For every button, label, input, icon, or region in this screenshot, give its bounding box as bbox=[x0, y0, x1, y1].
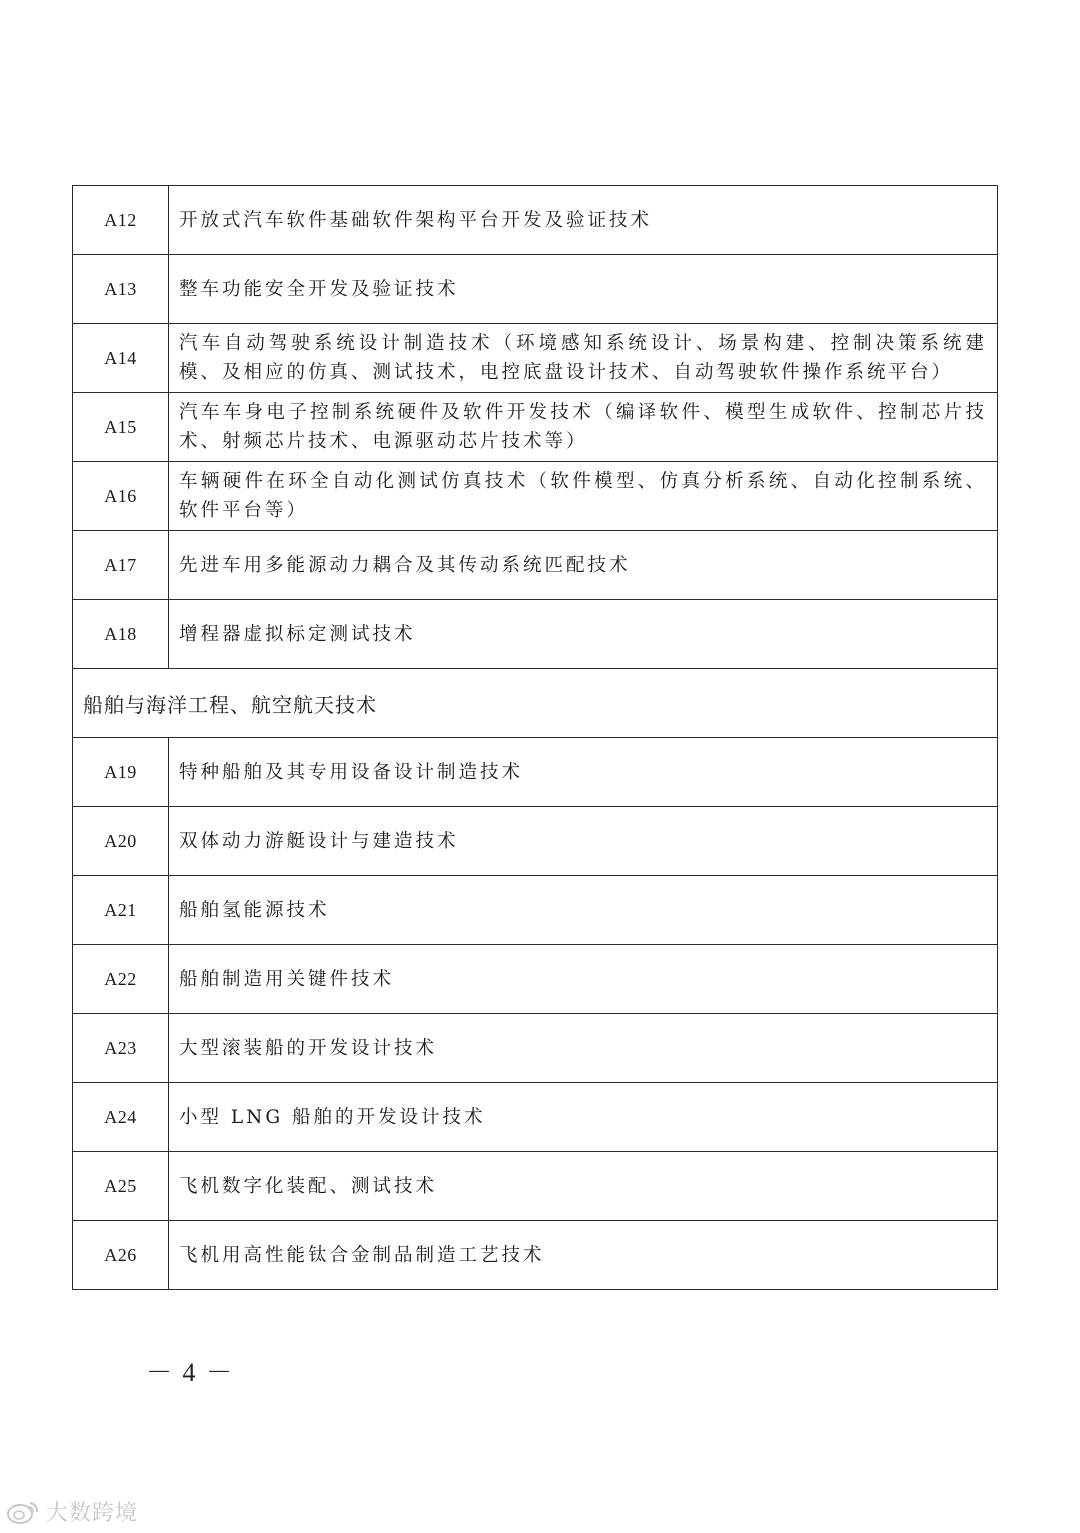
item-code: A21 bbox=[73, 876, 169, 945]
table-row bbox=[73, 462, 998, 531]
item-code: A14 bbox=[73, 324, 169, 393]
watermark bbox=[6, 1496, 138, 1527]
table-row bbox=[73, 1014, 998, 1083]
table-row bbox=[73, 807, 998, 876]
item-description: 小型 LNG 船舶的开发设计技术 bbox=[169, 1083, 998, 1152]
table-row bbox=[73, 255, 998, 324]
item-description: 飞机用高性能钛合金制品制造工艺技术 bbox=[169, 1221, 998, 1290]
table-row bbox=[73, 945, 998, 1014]
item-description: 整车功能安全开发及验证技术 bbox=[169, 255, 998, 324]
page-number: － 4 － bbox=[145, 1358, 234, 1387]
table-row bbox=[73, 1152, 998, 1221]
table-row bbox=[73, 393, 998, 462]
item-description: 大型滚装船的开发设计技术 bbox=[169, 1014, 998, 1083]
item-description: 开放式汽车软件基础软件架构平台开发及验证技术 bbox=[169, 186, 998, 255]
item-code: A17 bbox=[73, 531, 169, 600]
item-code: A24 bbox=[73, 1083, 169, 1152]
section-header-row bbox=[73, 669, 998, 738]
section-title: 船舶与海洋工程、航空航天技术 bbox=[73, 669, 998, 738]
table-row bbox=[73, 1221, 998, 1290]
table-body bbox=[73, 186, 998, 1290]
table-row bbox=[73, 876, 998, 945]
item-code: A20 bbox=[73, 807, 169, 876]
item-code: A19 bbox=[73, 738, 169, 807]
table-row bbox=[73, 1083, 998, 1152]
table-row bbox=[73, 186, 998, 255]
item-description: 特种船舶及其专用设备设计制造技术 bbox=[169, 738, 998, 807]
item-code: A25 bbox=[73, 1152, 169, 1221]
item-description: 飞机数字化装配、测试技术 bbox=[169, 1152, 998, 1221]
item-description: 双体动力游艇设计与建造技术 bbox=[169, 807, 998, 876]
item-description: 船舶制造用关键件技术 bbox=[169, 945, 998, 1014]
technology-catalog-table bbox=[72, 185, 998, 1290]
item-description: 船舶氢能源技术 bbox=[169, 876, 998, 945]
item-code: A16 bbox=[73, 462, 169, 531]
item-code: A18 bbox=[73, 600, 169, 669]
item-description: 汽车自动驾驶系统设计制造技术（环境感知系统设计、场景构建、控制决策系统建模、及相应的仿真、测试技术，电控底盘设计技术、自动驾驶软件操作系统平台） bbox=[169, 324, 998, 393]
item-code: A12 bbox=[73, 186, 169, 255]
table-row bbox=[73, 738, 998, 807]
item-code: A15 bbox=[73, 393, 169, 462]
table-row bbox=[73, 531, 998, 600]
table-row bbox=[73, 324, 998, 393]
item-description: 车辆硬件在环全自动化测试仿真技术（软件模型、仿真分析系统、自动化控制系统、软件平台等） bbox=[169, 462, 998, 531]
item-code: A22 bbox=[73, 945, 169, 1014]
item-description: 增程器虚拟标定测试技术 bbox=[169, 600, 998, 669]
item-code: A26 bbox=[73, 1221, 169, 1290]
item-code: A23 bbox=[73, 1014, 169, 1083]
watermark-text: 大数跨境 bbox=[46, 1501, 139, 1526]
weibo-logo-icon bbox=[6, 1499, 40, 1525]
item-description: 汽车车身电子控制系统硬件及软件开发技术（编译软件、模型生成软件、控制芯片技术、射频芯片技术、电源驱动芯片技术等） bbox=[169, 393, 998, 462]
table-row bbox=[73, 600, 998, 669]
item-description: 先进车用多能源动力耦合及其传动系统匹配技术 bbox=[169, 531, 998, 600]
item-code: A13 bbox=[73, 255, 169, 324]
